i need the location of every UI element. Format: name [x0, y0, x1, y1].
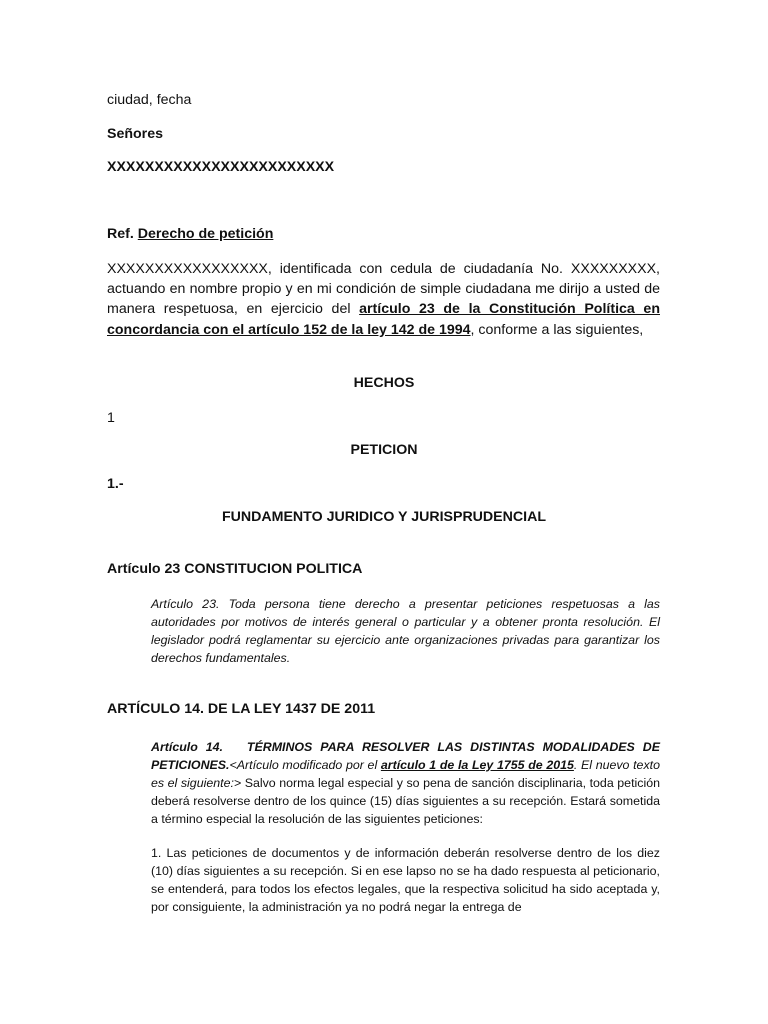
- art14-item1-text: 1. Las peticiones de documentos y de información deberán resolverse dentro de los diez (10) días siguientes a su recepción. Si en ese lapso no se ha dado respuesta al peticionario, se entenderá, para todos los efectos legales, que la respectiva solicitud ha sido aceptada y, por consiguiente, la administración ya no podrá negar la entrega de: [151, 846, 660, 914]
- art14-item1: [151, 844, 660, 916]
- addressee: XXXXXXXXXXXXXXXXXXXXXXXX: [107, 159, 335, 175]
- ref-label: Ref.: [107, 226, 134, 242]
- ref-subject: Derecho de petición: [137, 226, 274, 242]
- hechos-item: 1: [107, 410, 115, 426]
- art14-mod-suffix: . El nuevo texto es el siguiente:>: [151, 758, 660, 790]
- peticion-item: 1.-: [107, 476, 124, 492]
- art23-heading: Artículo 23 CONSTITUCION POLITICA: [107, 561, 363, 577]
- intro-citation: artículo 23 de la Constitución Política en concordancia con el artículo 152 de la ley 142 de 1994: [107, 301, 660, 338]
- intro-paragraph: [107, 259, 660, 340]
- art14-title: TÉRMINOS PARA RESOLVER LAS DISTINTAS MODALIDADES DE PETICIONES.: [151, 740, 661, 772]
- salutation: Señores: [107, 126, 163, 142]
- art14-heading: ARTÍCULO 14. DE LA LEY 1437 DE 2011: [107, 701, 376, 717]
- hechos-heading: HECHOS: [353, 375, 415, 391]
- art14-mod-prefix: <Artículo modificado por el: [229, 758, 381, 772]
- fundamento-heading: FUNDAMENTO JURIDICO Y JURISPRUDENCIAL: [222, 509, 546, 525]
- art14-label: Artículo 14.: [151, 740, 223, 754]
- art23-quote: Artículo 23. Toda persona tiene derecho a presentar peticiones respetuosas a las autoridades por motivos de interés general o particular y a obtener pronta resolución. El legislador podrá reglamentar su ejercicio ante organizaciones privadas para garantizar los derechos fundamentales.: [151, 597, 660, 665]
- intro-part2: , conforme a las siguientes,: [470, 321, 644, 338]
- art14-quote: [151, 738, 660, 828]
- peticion-heading: PETICION: [350, 442, 418, 458]
- intro-part1: XXXXXXXXXXXXXXXXX, identificada con cedula de ciudadanía No. XXXXXXXXX, actuando en nombre propio y en mi condición de simple ciudadana me dirijo a usted de manera respetuosa, en ejercicio del: [107, 261, 660, 318]
- art14-mod-link[interactable]: artículo 1 de la Ley 1755 de 2015: [380, 758, 574, 772]
- art14-body: Salvo norma legal especial y so pena de sanción disciplinaria, toda petición deberá resolverse dentro de los quince (15) días siguientes a su recepción. Estará sometida a término especial la resolución de las siguientes peticiones:: [151, 776, 660, 826]
- city-date: ciudad, fecha: [107, 92, 192, 108]
- reference: [107, 224, 273, 244]
